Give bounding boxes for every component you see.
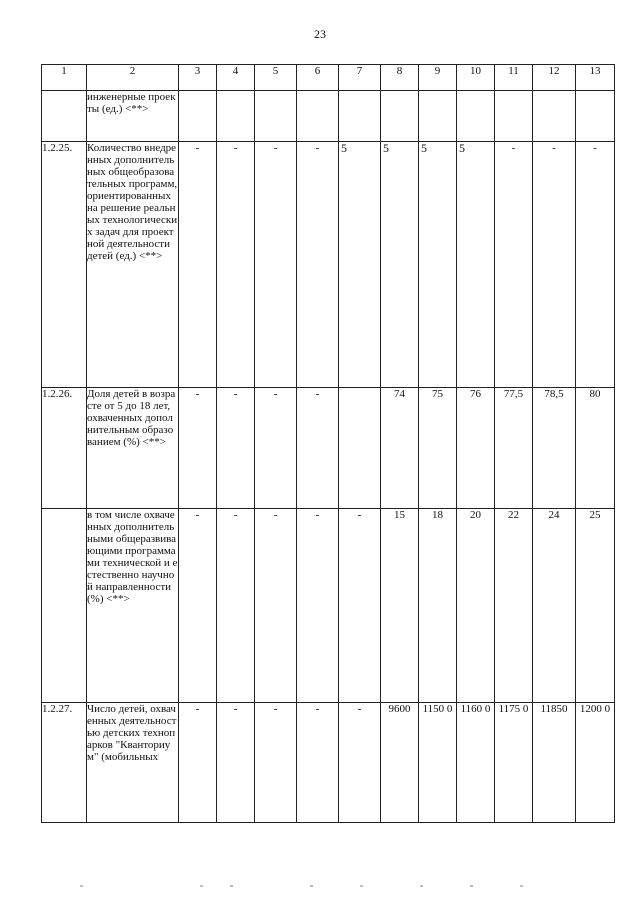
value-cell: - [179, 142, 217, 388]
value-cell: - [217, 388, 255, 509]
indicator-table [41, 64, 615, 823]
scan-artifacts [0, 885, 640, 895]
value-cell: - [217, 703, 255, 823]
value-cell: 1200 0 [576, 703, 615, 823]
value-cell: - [576, 142, 615, 388]
value-cell: - [495, 142, 533, 388]
header-cell: 7 [339, 65, 381, 91]
table-row [42, 388, 615, 509]
table-header-row [42, 65, 615, 91]
value-cell: - [339, 509, 381, 703]
value-cell: 5 [419, 142, 457, 388]
value-cell [381, 91, 419, 142]
value-cell: - [297, 703, 339, 823]
value-cell: 5 [457, 142, 495, 388]
value-cell [339, 91, 381, 142]
value-cell: 1175 0 [495, 703, 533, 823]
value-cell: - [179, 388, 217, 509]
value-cell: 5 [381, 142, 419, 388]
value-cell [339, 388, 381, 509]
value-cell: 22 [495, 509, 533, 703]
row-description: инженерные проекты (ед.) <**> [87, 91, 179, 142]
value-cell: 77,5 [495, 388, 533, 509]
value-cell: 80 [576, 388, 615, 509]
value-cell: - [217, 142, 255, 388]
table-row [42, 703, 615, 823]
header-cell: 8 [381, 65, 419, 91]
value-cell [533, 91, 576, 142]
header-cell: 10 [457, 65, 495, 91]
value-cell: - [533, 142, 576, 388]
header-cell: 5 [255, 65, 297, 91]
value-cell: - [255, 703, 297, 823]
value-cell: 24 [533, 509, 576, 703]
table-row [42, 142, 615, 388]
header-cell: 6 [297, 65, 339, 91]
header-cell: 1 [42, 65, 87, 91]
row-number [42, 91, 87, 142]
value-cell: 78,5 [533, 388, 576, 509]
value-cell: - [297, 142, 339, 388]
value-cell: 25 [576, 509, 615, 703]
row-description: Количество внедренных дополнительных общеобразовательных программ, ориентированных на решение реальных технологических задач для проектной деятельности детей (ед.) <**> [87, 142, 179, 388]
value-cell: 9600 [381, 703, 419, 823]
row-number: 1.2.25. [42, 142, 87, 388]
value-cell: - [297, 388, 339, 509]
table-row [42, 91, 615, 142]
header-cell: 13 [576, 65, 615, 91]
value-cell: - [255, 388, 297, 509]
value-cell: 15 [381, 509, 419, 703]
value-cell [217, 91, 255, 142]
row-number: 1.2.26. [42, 388, 87, 509]
value-cell [179, 91, 217, 142]
header-cell: 2 [87, 65, 179, 91]
value-cell: - [297, 509, 339, 703]
value-cell: 18 [419, 509, 457, 703]
value-cell: - [179, 509, 217, 703]
value-cell: 20 [457, 509, 495, 703]
value-cell: - [255, 509, 297, 703]
row-number: 1.2.27. [42, 703, 87, 823]
value-cell: 75 [419, 388, 457, 509]
row-description: в том числе охваченных дополнительными общеразвивающими программами технической и естественно научной направленности (%) <**> [87, 509, 179, 703]
value-cell [297, 91, 339, 142]
value-cell [457, 91, 495, 142]
value-cell: 76 [457, 388, 495, 509]
value-cell: 5 [339, 142, 381, 388]
value-cell: - [255, 142, 297, 388]
value-cell: - [179, 703, 217, 823]
header-cell: 4 [217, 65, 255, 91]
value-cell: 1160 0 [457, 703, 495, 823]
value-cell: - [217, 509, 255, 703]
value-cell [495, 91, 533, 142]
header-cell: 9 [419, 65, 457, 91]
value-cell: - [339, 703, 381, 823]
row-description: Число детей, охваченных деятельностью детских технопарков "Кванториум" (мобильных [87, 703, 179, 823]
header-cell: 11 [495, 65, 533, 91]
row-number [42, 509, 87, 703]
header-cell: 12 [533, 65, 576, 91]
page-number: 23 [314, 27, 326, 41]
value-cell: 11850 [533, 703, 576, 823]
value-cell: 1150 0 [419, 703, 457, 823]
value-cell [255, 91, 297, 142]
value-cell: 74 [381, 388, 419, 509]
header-cell: 3 [179, 65, 217, 91]
row-description: Доля детей в возрасте от 5 до 18 лет, охваченных дополнительным образованием (%) <**> [87, 388, 179, 509]
table-row [42, 509, 615, 703]
value-cell [419, 91, 457, 142]
value-cell [576, 91, 615, 142]
